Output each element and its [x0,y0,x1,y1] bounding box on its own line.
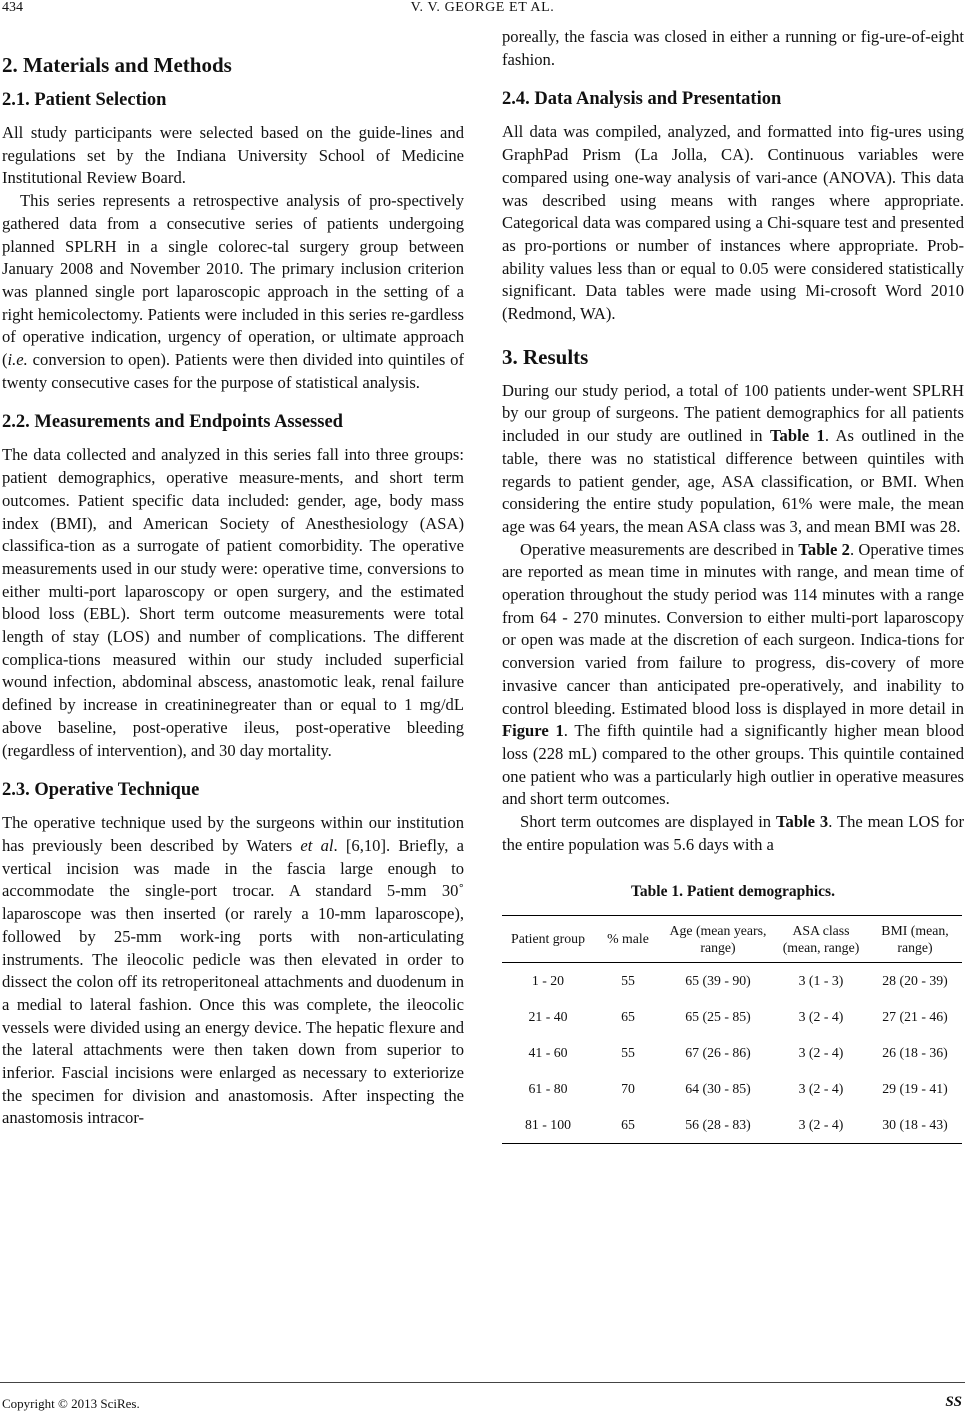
table-cell: 26 (18 - 36) [882,1044,948,1060]
table-cell: 41 - 60 [528,1044,568,1060]
table-cell: 55 [621,972,635,988]
table-cell: 65 [594,1107,662,1144]
table-cell: 64 (30 - 85) [685,1080,751,1096]
table-row [502,962,962,999]
table-cell: 30 (18 - 43) [868,1107,962,1144]
table-row [502,1071,962,1107]
table-cell: 65 [621,1008,635,1024]
paragraph: Operative measurements are described in Table 2. Operative times are reported as mean time in minutes with range, and mean time of operation throughout the study period was 114 minutes with a range from 64 - 270 minutes. Conversion to either multi-port laparoscopy or open was made at the discretion of each surgeon. Indica-tions for conversion varied from failure to progress, dis-covery of more invasive cancer than anticipated pre-operatively, and inability to control bleeding. Estimated blood loss is displayed in more detail in Figure 1. The fifth quintile had a significantly higher mean blood loss (228 mL) compared to the other groups. This quintile contained one patient who was a particularly high outlier in operative measures and short term outcomes. [502,539,964,809]
paragraph: All study participants were selected based on the guide-lines and regulations set by the Indiana University School of Medicine Institutional Review Board. [2,123,464,188]
subsection-heading-operative-technique: 2.3. Operative Technique [2,780,200,801]
journal-abbreviation: SS [945,1394,962,1410]
section-heading-results: 3. Results [502,344,589,369]
table-cell: 81 - 100 [502,1107,594,1144]
column-header: % male [594,915,662,962]
table-cell: 3 (2 - 4) [798,1080,844,1096]
table-cell: 3 (2 - 4) [774,1107,868,1144]
table-cell: 65 (39 - 90) [685,972,751,988]
column-header: Patient group [502,915,594,962]
table-cell: 1 - 20 [531,972,565,988]
table-cell: 67 (26 - 86) [685,1044,751,1060]
column-header: ASA class (mean, range) [774,915,868,962]
paragraph: All data was compiled, analyzed, and formatted into fig-ures using GraphPad Prism (La Jolla, CA). Continuous variables were compared using one-way analysis of vari-ance (ANOVA). This data was described using means with ranges where appropriate. Categorical data was compared using a Chi-square test and presented as pro-portions or number of instances where appropriate. Prob-ability values less than or equal to 0.05 were considered statistically significant. Data tables were made using Mi-crosoft Word 2010 (Redmond, WA). [502,122,964,324]
footer-divider [0,1382,965,1383]
table-caption: Table 1. Patient demographics. [631,882,835,900]
page-number: 434 [2,0,23,15]
table-row [502,1107,962,1144]
table-cell: 3 (2 - 4) [798,1044,844,1060]
table-cell: 28 (20 - 39) [882,972,948,988]
table-cell: 55 [621,1044,635,1060]
right-column [502,26,964,1144]
paragraph: The data collected and analyzed in this series fall into three groups: patient demographics, operative measure-ments, and short term outcomes. Patient specific data included: gender, age, body mass index (BMI), and American Society of Anesthesiology (ASA) classifica-tion as a surrogate of patient comorbidity. The operative measurements used in our study were: operative time, conversions to either multi-port laparoscopy or open surgery, and the estimated blood loss (EBL). Short term outcome measurements were total length of stay (LOS) and number of complications. The different complica-tions measured within our study included superficial wound infection, abdominal abscess, anastomotic leak, renal failure defined by increase in creatininegreater than or equal to 1 mg/dL above baseline, post-operative ileus, post-operative bleeding (regardless of intervention), and 30 day mortality. [2,445,464,760]
page-header [0,0,965,28]
column-header: Age (mean years, range) [662,915,774,962]
table-cell: 21 - 40 [528,1008,568,1024]
left-column [2,52,464,1130]
subsection-heading-patient-selection: 2.1. Patient Selection [2,90,167,110]
copyright-notice: Copyright © 2013 SciRes. [2,1396,140,1411]
table-cell: 61 - 80 [528,1080,568,1096]
table-cell: 70 [621,1080,635,1096]
table-row [502,1035,962,1071]
paragraph: The operative technique used by the surgeons within our institution has previously been described by Waters et al. [6,10]. Briefly, a vertical incision was made in the fascia large enough to accommodate the single-port trocar. A standard 5-mm 30˚ laparoscope was then inserted (or rarely a 10-mm laparoscope), followed by 25-mm work-ing ports with non-articulating instruments. The ileocolic pedicle was then elevated in order to dissect the colon off its retroperitoneal attachments and duodenum in a medial to lateral fashion. Once this was complete, the ileocolic vessels were divided using an energy device. The hepatic flexure and the lateral attachments were then taken down from superior to inferior. Fascial incisions were enlarged as necessary to exteriorize the specimen for division and anastomosis. After inspecting the anastomosis intracor- [2,813,465,1128]
table-cell: 65 (25 - 85) [685,1008,751,1024]
column-header: BMI (mean, range) [868,915,962,962]
paragraph: poreally, the fascia was closed in either a running or fig-ure-of-eight fashion. [502,27,964,69]
running-head: V. V. GEORGE ET AL. [410,0,555,15]
section-heading-methods: 2. Materials and Methods [2,53,232,77]
paragraph: This series represents a retrospective analysis of pro-spectively gathered data from a consecutive series of patients undergoing planned SPLRH in a single colorec-tal surgery group between January 2008 and November 2010. The primary inclusion criterion was planned single port laparoscopic approach in the setting of a right hemicolectomy. Patients were included in this series re-gardless of operative indication, urgency of operation, or ultimate approach (i.e. conversion to open). Patients were then divided into quintiles of twenty consecutive cases for the purpose of statistical analysis. [2,191,464,392]
table-cell: 56 (28 - 83) [662,1107,774,1144]
subsection-heading-data-analysis: 2.4. Data Analysis and Presentation [502,89,782,110]
table-header-row [502,915,962,962]
table-cell: 3 (1 - 3) [798,972,844,988]
paragraph: Short term outcomes are displayed in Table 3. The mean LOS for the entire population was 5.6 days with a [502,812,964,854]
table-cell: 3 (2 - 4) [798,1008,844,1024]
subsection-heading-measurements: 2.2. Measurements and Endpoints Assessed [2,412,343,433]
paragraph: During our study period, a total of 100 patients under-went SPLRH by our group of surgeons. The patient demographics for all patients included in our study are outlined in Table 1. As outlined in the table, there was no statistical difference between quintiles with regards to patient gender, age, ASA classification, or BMI. When considering the entire study population, 61% were male, the mean age was 64 years, the mean ASA class was 3, and mean BMI was 28. [502,380,964,536]
patient-demographics-table [502,915,962,1144]
table-cell: 27 (21 - 46) [882,1008,948,1024]
table-row [502,999,962,1035]
table-cell: 29 (19 - 41) [882,1080,948,1096]
